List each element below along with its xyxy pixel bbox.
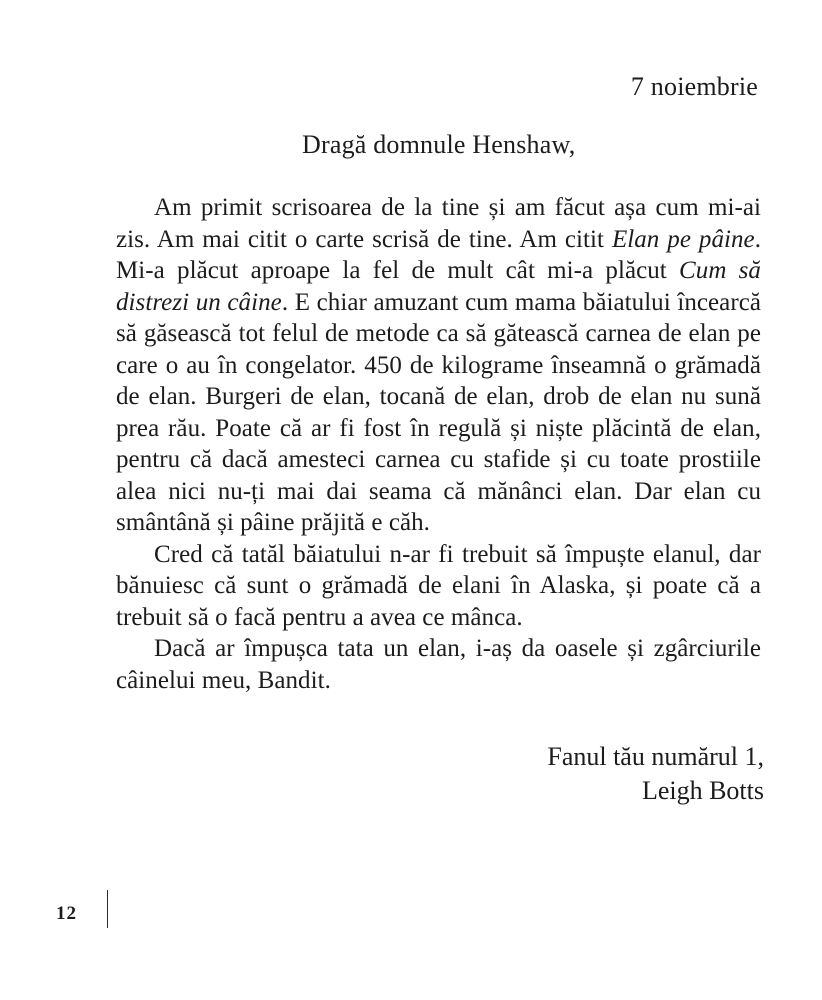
letter-closing [547, 740, 764, 808]
book-title-cum-sa-distrezi: Cum să distrezi un câine [116, 257, 761, 316]
paragraph-3: Dacă ar împușca tata un elan, i-aș da oasele și zgârciurile câinelui meu, Bandit. [116, 635, 761, 694]
signature: Leigh Botts [641, 776, 764, 805]
paragraph-1-text-c: . E chiar amuzant cum mama băiatului încearcă să găsească tot felul de metode ca să gătească carnea de elan pe care o au în congelator. 450 de kilograme înseamnă o grămadă de elan. Burgeri de elan, tocană de elan, drob de elan nu sună prea rău. Poate că ar fi fost în regulă și niște plăcintă de elan, pentru că dacă amesteci carnea cu stafide și cu toate prostiile alea nici nu-ți mai dai seama că mănânci elan. Dar elan cu smântână și pâine prăjită e căh. [116, 288, 761, 536]
page-number-divider [107, 890, 108, 928]
letter-date: 7 noiembrie [630, 72, 758, 101]
book-title-elan-pe-paine: Elan pe pâine [611, 225, 755, 253]
paragraph-1-text-a: Am primit scrisoarea de la tine și am făcut așa cum mi-ai zis. Am mai citit o carte scrisă de tine. Am citit [116, 194, 761, 253]
paragraph-1-text-b: . Mi-a plăcut aproape la fel de mult cât mi-a plăcut [116, 225, 761, 284]
paragraph-2: Cred că tatăl băiatului n-ar fi trebuit să împuște elanul, dar bănuiesc că sunt o grămadă de elani în Alaska, și poate că a trebuit să o facă pentru a avea ce mânca. [116, 540, 761, 631]
page-number: 12 [56, 903, 77, 924]
letter-salutation: Dragă domnule Henshaw, [302, 130, 576, 159]
closing-line: Fanul tău numărul 1, [547, 742, 764, 771]
paragraph-1 [116, 192, 761, 539]
letter-body [116, 192, 761, 696]
